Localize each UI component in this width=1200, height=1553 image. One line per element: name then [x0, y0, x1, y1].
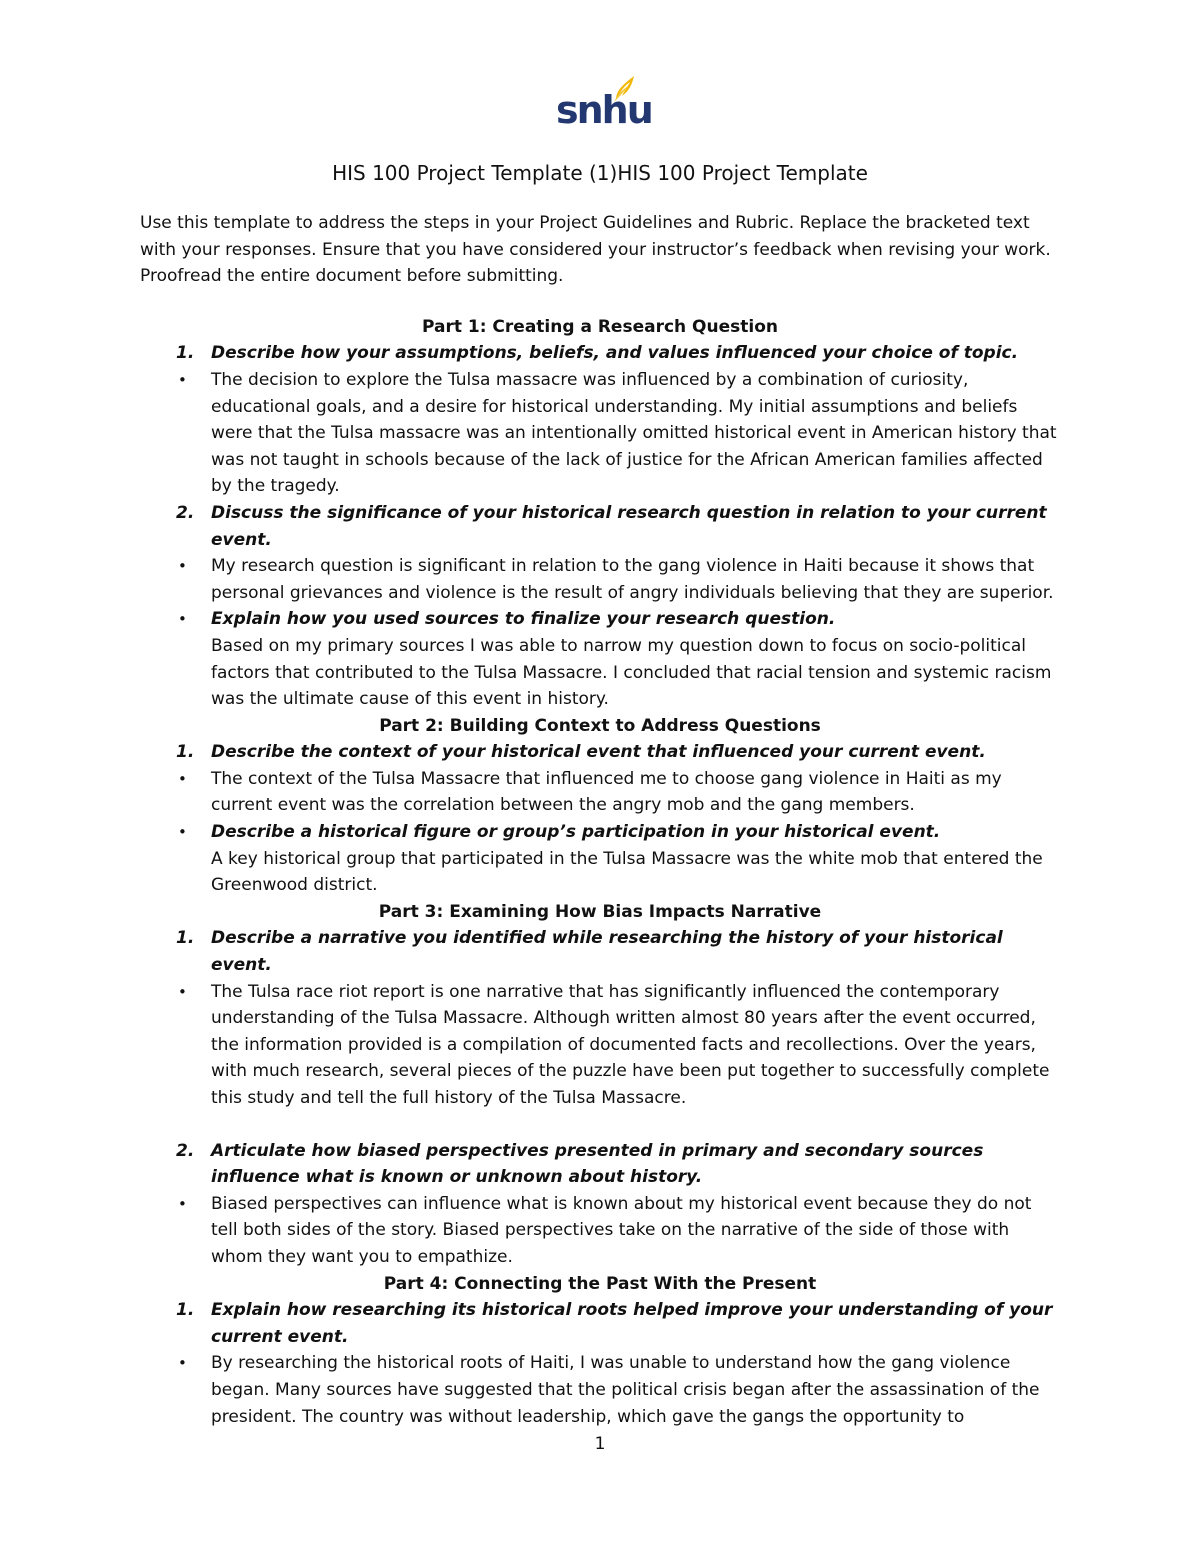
- bullet-marker: •: [178, 610, 187, 629]
- part2-question-2: [140, 819, 1060, 846]
- list-number: 1.: [176, 928, 195, 949]
- bullet-marker: •: [178, 370, 187, 389]
- part3-question-1: [140, 925, 1060, 978]
- part3-answer-2: [140, 1191, 1060, 1271]
- part1-question-3: [140, 606, 1060, 633]
- document-title: HIS 100 Project Template (1)HIS 100 Project Template: [332, 161, 868, 185]
- question-text: Describe a narrative you identified while researching the history of your historical event.: [211, 928, 1003, 976]
- part2-answer-2: A key historical group that participated in the Tulsa Massacre was the white mob that entered the Greenwood district.: [211, 848, 1043, 896]
- bullet-marker: •: [178, 769, 187, 788]
- list-number: 2.: [176, 502, 195, 523]
- answer-text: Biased perspectives can influence what is known about my historical event because they do not tell both sides of the story. Biased perspectives take on the narrative of the side of those with whom they want you to empathize.: [211, 1193, 1032, 1267]
- page-number: 1: [594, 1434, 606, 1454]
- part1-answer-2: [140, 553, 1060, 606]
- spacer: [140, 1112, 1060, 1138]
- part2-answer-1: [140, 766, 1060, 819]
- question-text: Describe the context of your historical event that influenced your current event.: [211, 742, 986, 763]
- bullet-marker: •: [178, 823, 187, 842]
- answer-text: By researching the historical roots of Haiti, I was unable to understand how the gang violence began. Many sources have suggested that the political crisis began after the assassination of the president. The country was without leadership, which gave the gangs the opportunity to: [211, 1353, 1040, 1427]
- list-number: 1.: [176, 1300, 195, 1321]
- question-text: Explain how researching its historical roots helped improve your understanding of your current event.: [211, 1300, 1053, 1347]
- bullet-marker: •: [178, 1194, 187, 1213]
- answer-text: My research question is significant in relation to the gang violence in Haiti because it shows that personal grievances and violence is the result of angry individuals believing that they are superior.: [211, 556, 1054, 603]
- intro-paragraph: Use this template to address the steps in your Project Guidelines and Rubric. Replace the bracketed text with your responses. Ensure that you have considered your instructor’s feedback when revising your work. Proofread the entire document before submitting.: [140, 213, 1051, 287]
- part1-heading: Part 1: Creating a Research Question: [421, 316, 778, 337]
- question-text: Articulate how biased perspectives presented in primary and secondary sources influence what is known or unknown about history.: [211, 1140, 984, 1188]
- flame-icon: [612, 74, 638, 104]
- bullet-marker: •: [178, 982, 187, 1001]
- logo-wordmark: snhu: [556, 88, 652, 132]
- part4-answer-1: [140, 1350, 1060, 1430]
- part3-heading: Part 3: Examining How Bias Impacts Narrative: [378, 901, 822, 922]
- bullet-marker: •: [178, 1354, 187, 1373]
- document-body: [140, 210, 1060, 1430]
- part3-question-2: [140, 1138, 1060, 1191]
- part3-answer-1: [140, 979, 1060, 1112]
- part2-question-1: [140, 739, 1060, 766]
- question-text: Explain how you used sources to finalize your research question.: [211, 609, 836, 630]
- question-text: Discuss the significance of your historical research question in relation to your current event.: [211, 502, 1047, 550]
- part1-answer-3: Based on my primary sources I was able to narrow my question down to focus on socio-political factors that contributed to the Tulsa Massacre. I concluded that racial tension and systemic racism was the ultimate cause of this event in history.: [211, 635, 1052, 710]
- snhu-logo: [556, 74, 652, 134]
- bullet-marker: •: [178, 557, 187, 576]
- answer-text: The context of the Tulsa Massacre that influenced me to choose gang violence in Haiti as my current event was the correlation between the angry mob and the gang members.: [211, 768, 1002, 816]
- question-text: Describe how your assumptions, beliefs, and values influenced your choice of topic.: [211, 343, 1019, 364]
- part2-heading: Part 2: Building Context to Address Questions: [379, 715, 821, 736]
- answer-text: The decision to explore the Tulsa massacre was influenced by a combination of curiosity, educational goals, and a desire for historical understanding. My initial assumptions and beliefs were that the Tulsa massacre was an intentionally omitted historical event in American history that was not taught in schools because of the lack of justice for the African American families affected by the tragedy.: [211, 369, 1057, 497]
- part1-question-1: [140, 340, 1060, 367]
- part1-answer-1: [140, 367, 1060, 500]
- answer-text: The Tulsa race riot report is one narrative that has significantly influenced the contemporary understanding of the Tulsa Massacre. Although written almost 80 years after the event occurred, the information provided is a compilation of documented facts and recollections. Over the years, with much research, several pieces of the puzzle have been put together to successfully complete this study and tell the full history of the Tulsa Massacre.: [211, 981, 1050, 1108]
- part4-heading: Part 4: Connecting the Past With the Present: [383, 1273, 817, 1294]
- part1-question-2: [140, 500, 1060, 553]
- question-text: Describe a historical figure or group’s participation in your historical event.: [211, 822, 941, 843]
- list-number: 1.: [176, 742, 195, 763]
- list-number: 2.: [176, 1140, 195, 1161]
- list-number: 1.: [176, 343, 195, 364]
- part4-question-1: [140, 1297, 1060, 1350]
